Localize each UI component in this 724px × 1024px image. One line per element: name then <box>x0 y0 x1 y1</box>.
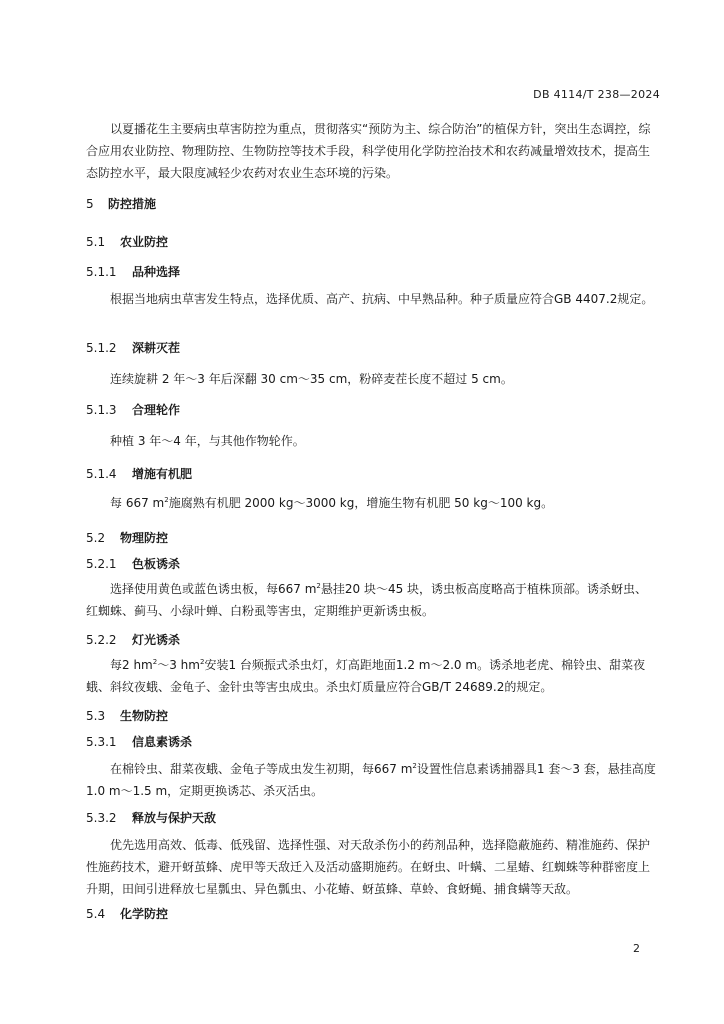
heading-title: 合理轮作 <box>132 403 181 417</box>
page-number: 2 <box>633 942 640 955</box>
heading-number: 5.2.1 <box>86 557 117 571</box>
heading-number: 5.3.2 <box>86 811 117 825</box>
heading-title: 化学防控 <box>120 907 169 921</box>
heading-number: 5.1.4 <box>86 467 117 481</box>
paragraph-5-2-1: 选择使用黄色或蓝色诱虫板，每667 $m^2$悬挂20 块～45 块，诱虫板高度略高于植株顶部。诱杀蚜虫、红蜘蛛、蓟马、小绿叶蝉、白粉虱等害虫，定期维护更新诱虫板。 <box>86 582 648 618</box>
heading-title: 生物防控 <box>120 709 169 723</box>
paragraph-5-1-4: 每 667 $m^2$施腐熟有机肥 2000 kg～3000 kg，增施生物有机肥 50 kg～100 kg。 <box>110 496 554 510</box>
paragraph-5-2-2: 每2 $hm^2\sim 3$ $hm^2$安装1 台频振式杀虫灯，灯高距地面1.2 m～2.0 m。诱杀地老虎、棉铃虫、甜菜夜蛾、斜纹夜蛾、金龟子、金针虫等害虫成虫。杀虫灯质量应符合GB/T 24689.2的规定。 <box>86 658 646 694</box>
heading-number: 5.3 <box>86 709 106 723</box>
heading-title: 信息素诱杀 <box>132 735 193 749</box>
heading-5-1-2 <box>86 340 180 356</box>
paragraph-5-3-2: 优先选用高效、低毒、低残留、选择性强、对天敌杀伤小的药剂品种，选择隐蔽施药、精准施药、保护性施药技术，避开蚜茧蜂、虎甲等天敌迁入及活动盛期施药。在蚜虫、叶螨、二星蝽、红蜘蛛等种群密度上升期，田间引进释放七星瓢虫、异色瓢虫、小花蝽、蚜茧蜂、草蛉、食蚜蝇、捕食螨等天敌。 <box>86 838 651 896</box>
paragraph-5-3-1: 在棉铃虫、甜菜夜蛾、金龟子等成虫发生初期，每667 $m^2$设置性信息素诱捕器具1 套～3 套，悬挂高度1.0 m～1.5 m，定期更换诱芯、杀灭活虫。 <box>86 762 656 798</box>
paragraph-5-1-3: 种植 3 年～4 年，与其他作物轮作。 <box>110 434 305 448</box>
heading-number: 5.1.1 <box>86 265 117 279</box>
paragraph-5-1-1: 根据当地病虫草害发生特点，选择优质、高产、抗病、中早熟品种。种子质量应符合GB 4407.2规定。 <box>110 292 654 306</box>
paragraph-5-1-2: 连续旋耕 2 年～3 年后深翻 30 cm～35 cm，粉碎麦茬长度不超过 5 cm。 <box>110 372 513 386</box>
heading-5-1-1 <box>86 264 180 280</box>
heading-number: 5.4 <box>86 907 106 921</box>
heading-5-2-2 <box>86 632 180 648</box>
heading-number: 5 <box>86 197 94 211</box>
heading-5-3-2 <box>86 810 216 826</box>
heading-title: 释放与保护天敌 <box>132 811 217 825</box>
heading-5-4 <box>86 906 168 922</box>
heading-number: 5.2 <box>86 531 106 545</box>
intro-paragraph: 以夏播花生主要病虫草害防控为重点，贯彻落实“预防为主、综合防治”的植保方针，突出生态调控，综合应用农业防控、物理防控、生物防控等技术手段，科学使用化学防控治技术和农药减量增效技术，提高生态防控水平，最大限度减轻少农药对农业生态环境的污染。 <box>86 122 651 180</box>
heading-title: 深耕灭茬 <box>132 341 181 355</box>
heading-5-1 <box>86 234 168 250</box>
heading-title: 物理防控 <box>120 531 169 545</box>
heading-5-3 <box>86 708 168 724</box>
heading-5-2-1 <box>86 556 180 572</box>
heading-5-1-4 <box>86 466 192 482</box>
heading-title: 灯光诱杀 <box>132 633 181 647</box>
heading-number: 5.1.2 <box>86 341 117 355</box>
heading-number: 5.2.2 <box>86 633 117 647</box>
heading-number: 5.3.1 <box>86 735 117 749</box>
heading-title: 品种选择 <box>132 265 181 279</box>
heading-5-3-1 <box>86 734 192 750</box>
document-code-header: DB 4114/T 238—2024 <box>533 88 660 101</box>
heading-title: 农业防控 <box>120 235 169 249</box>
heading-number: 5.1.3 <box>86 403 117 417</box>
heading-number: 5.1 <box>86 235 106 249</box>
heading-title: 色板诱杀 <box>132 557 181 571</box>
heading-title: 防控措施 <box>108 197 157 211</box>
heading-5-2 <box>86 530 168 546</box>
heading-title: 增施有机肥 <box>132 467 193 481</box>
heading-5 <box>86 196 156 212</box>
heading-5-1-3 <box>86 402 180 418</box>
